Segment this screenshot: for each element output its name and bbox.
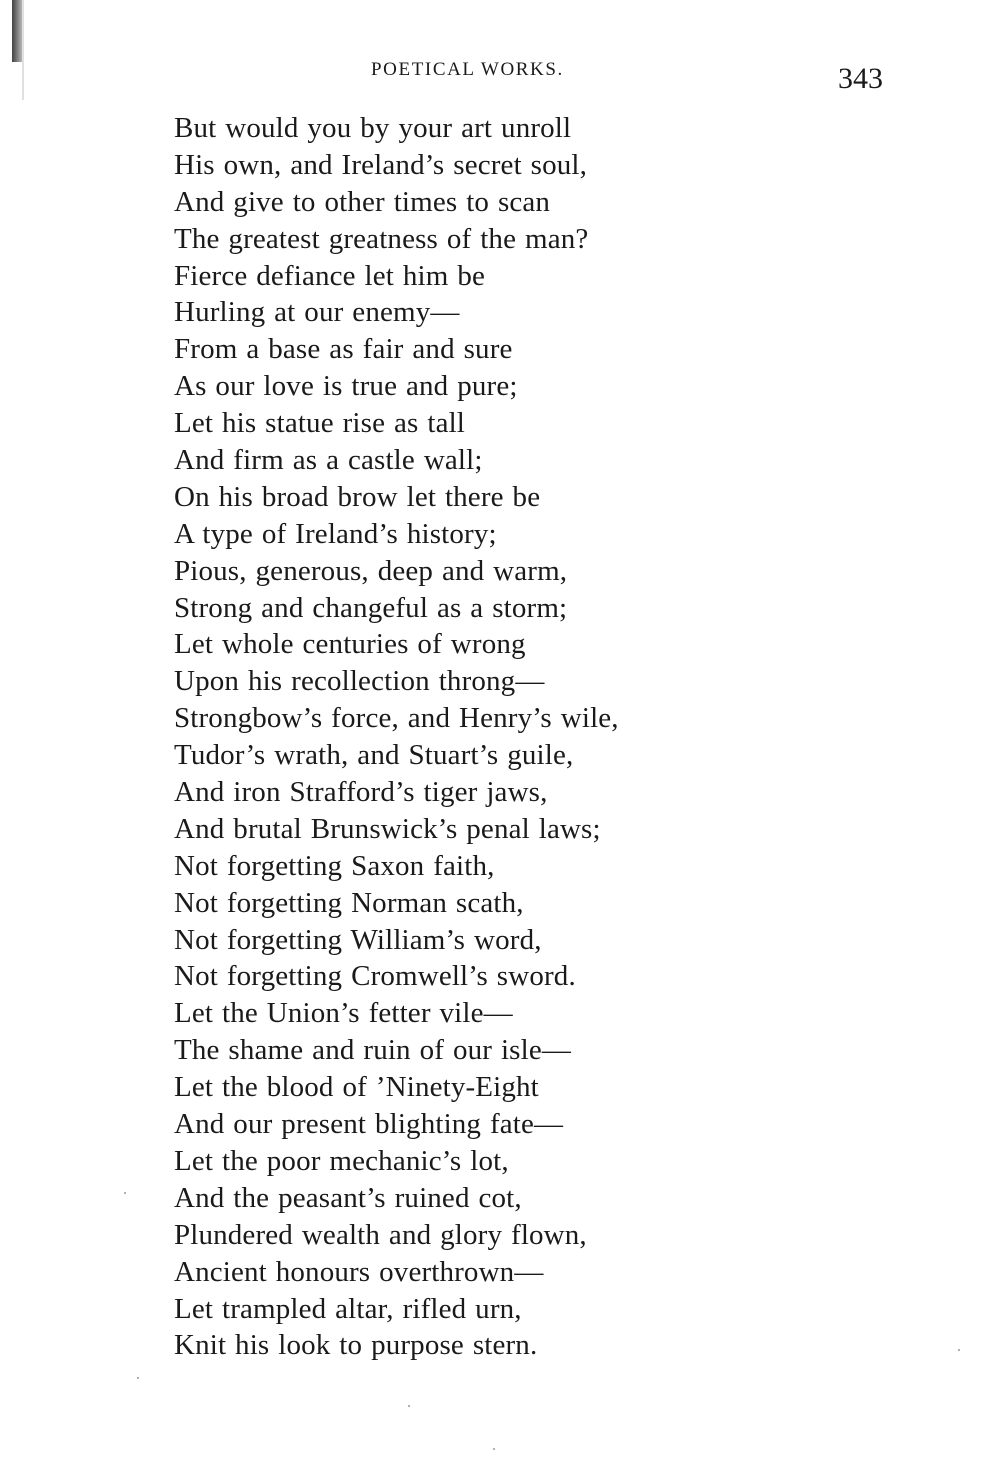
poem-line: And give to other times to scan: [174, 185, 551, 218]
running-head: POETICAL WORKS.: [371, 59, 564, 80]
poem-line: As our love is true and pure;: [174, 370, 518, 403]
paper-speck: [493, 1448, 495, 1450]
poem-line: Let his statue rise as tall: [174, 407, 466, 440]
poem-line: The greatest greatness of the man?: [174, 222, 589, 255]
poem-line: Let the Union’s fetter vile—: [174, 997, 513, 1030]
poem-line: Fierce defiance let him be: [174, 259, 486, 292]
poem-line: And the peasant’s ruined cot,: [174, 1181, 522, 1214]
poem-line: But would you by your art unroll: [174, 112, 572, 144]
poem-line: Not forgetting Cromwell’s sword.: [174, 960, 576, 993]
poem-line: A type of Ireland’s history;: [174, 517, 497, 550]
poem-line: Upon his recollection throng—: [174, 665, 545, 698]
poem-line: Let the blood of ’Ninety-Eight: [174, 1071, 539, 1104]
poem-line: Knit his look to purpose stern.: [174, 1329, 538, 1362]
paper-speck: [958, 1349, 960, 1351]
poem-line: The shame and ruin of our isle—: [174, 1034, 571, 1067]
poem-line: Let whole centuries of wrong: [174, 628, 526, 661]
poem-line: Pious, generous, deep and warm,: [174, 554, 568, 587]
poem-line: And our present blighting fate—: [174, 1108, 564, 1141]
poem-line: Not forgetting William’s word,: [174, 923, 542, 956]
poem-line: Not forgetting Saxon faith,: [174, 849, 495, 882]
poem-line: And firm as a castle wall;: [174, 444, 483, 477]
paper-speck: [408, 1405, 410, 1407]
poem-line: And iron Strafford’s tiger jaws,: [174, 776, 548, 809]
poem-line: Let trampled altar, rifled urn,: [174, 1292, 522, 1325]
paper-speck: [124, 1192, 126, 1194]
poem-line: Tudor’s wrath, and Stuart’s guile,: [174, 739, 574, 772]
poem-line: Strongbow’s force, and Henry’s wile,: [174, 702, 619, 735]
page-number: 343: [838, 62, 883, 95]
poem-line: From a base as fair and sure: [174, 333, 513, 366]
poem-line: Hurling at our enemy—: [174, 296, 460, 329]
poem-line: His own, and Ireland’s secret soul,: [174, 148, 588, 181]
paper-speck: [137, 1377, 139, 1379]
poem-line: Ancient honours overthrown—: [174, 1255, 544, 1288]
scan-edge-mark: [12, 0, 22, 62]
poem-line: On his broad brow let there be: [174, 480, 541, 513]
poem-body: [174, 110, 934, 1364]
poem-line: Strong and changeful as a storm;: [174, 591, 568, 624]
poem-line: Let the poor mechanic’s lot,: [174, 1144, 509, 1177]
poem-line: Plundered wealth and glory flown,: [174, 1218, 587, 1251]
poem-line: Not forgetting Norman scath,: [174, 886, 524, 919]
poem-line: And brutal Brunswick’s penal laws;: [174, 812, 601, 845]
scan-edge-shadow: [22, 0, 24, 100]
